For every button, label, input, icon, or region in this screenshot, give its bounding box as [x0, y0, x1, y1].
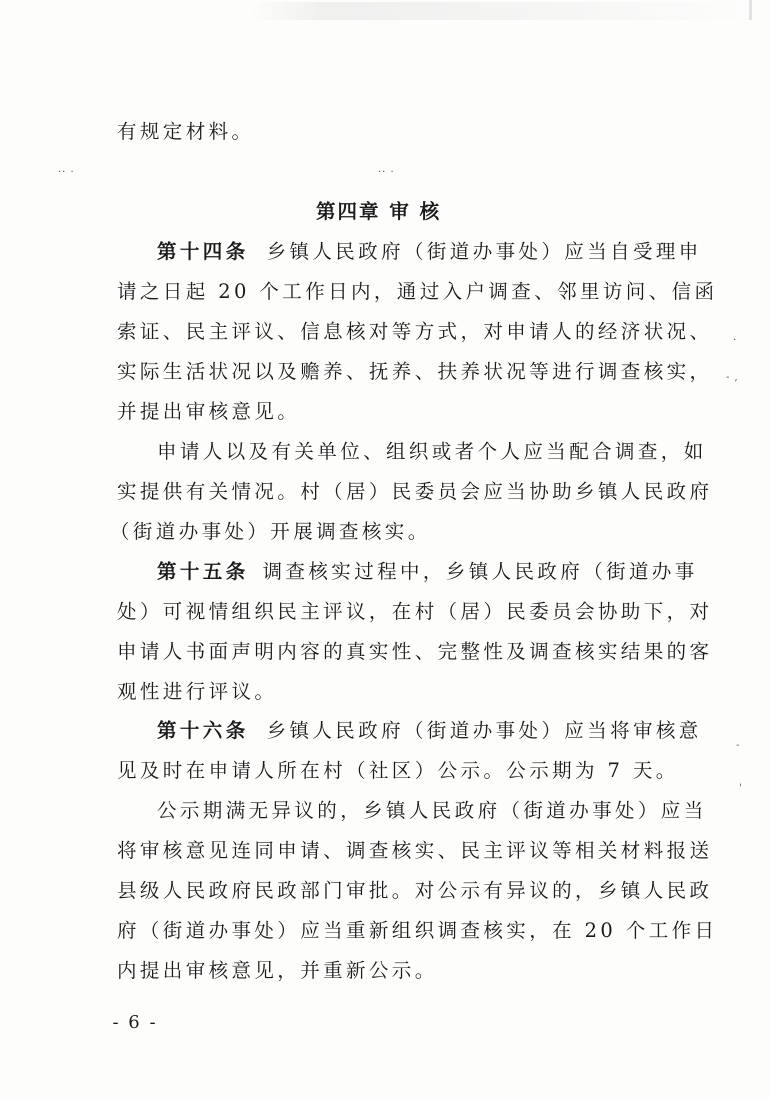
text-line: 府（街道办事处）应当重新组织调查核实，在 20 个工作日 [117, 919, 718, 942]
text-line: 有规定材料。 [117, 120, 255, 143]
scan-mark-left: ·· · [58, 167, 75, 178]
text-line: 观性进行评议。 [117, 680, 278, 703]
text-line: 乡镇人民政府（街道办事处）应当将审核意 [266, 719, 702, 742]
scan-mark-right: - [736, 740, 741, 751]
scan-artifact-edge [749, 0, 752, 20]
article-first-line [157, 716, 702, 746]
text-line: 处）可视情组织民主评议，在村（居）民委员会协助下，对 [117, 600, 713, 623]
text-line: 申请人以及有关单位、组织或者个人应当配合调查，如 [157, 440, 707, 463]
text-line: 索证、民主评议、信息核对等方式，对申请人的经济状况、 [117, 320, 713, 343]
text-line: 实提供有关情况。村（居）民委员会应当协助乡镇人民政府 [117, 480, 713, 503]
article-label: 第十六条 [157, 719, 249, 742]
scan-artifact-top [250, 2, 750, 20]
text-line: 申请人书面声明内容的真实性、完整性及调查核实结果的客 [117, 640, 713, 663]
scan-mark-right: ' [739, 783, 743, 794]
text-line: 内提出审核意见，并重新公示。 [117, 959, 438, 982]
page-number: - 6 - [112, 1012, 158, 1033]
article-first-line [157, 237, 702, 267]
text-line: 请之日起 20 个工作日内，通过入户调查、邻里访问、信函 [117, 280, 718, 303]
scan-mark-right: - , [726, 372, 739, 383]
text-line: 公示期满无异议的，乡镇人民政府（街道办事处）应当 [157, 799, 707, 822]
article-label: 第十五条 [157, 560, 249, 583]
chapter-heading: 第四章 审 核 [316, 200, 442, 223]
text-line: 见及时在申请人所在村（社区）公示。公示期为 7 天。 [117, 759, 679, 782]
text-line: 实际生活状况以及赡养、抚养、扶养状况等进行调查核实， [117, 360, 713, 383]
text-line: 并提出审核意见。 [117, 400, 301, 423]
article-label: 第十四条 [157, 240, 249, 263]
text-line: 县级人民政府民政部门审批。对公示有异议的，乡镇人民政 [117, 879, 713, 902]
text-line: 将审核意见连同申请、调查核实、民主评议等相关材料报送 [117, 839, 713, 862]
text-line: 调查核实过程中，乡镇人民政府（街道办事 [262, 560, 698, 583]
scan-mark-right: · [733, 335, 738, 346]
text-line: （街道办事处）开展调查核实。 [110, 520, 431, 543]
text-line: 乡镇人民政府（街道办事处）应当自受理申 [266, 240, 702, 263]
scan-mark-center: ·· · [378, 167, 395, 178]
article-first-line [157, 557, 698, 587]
